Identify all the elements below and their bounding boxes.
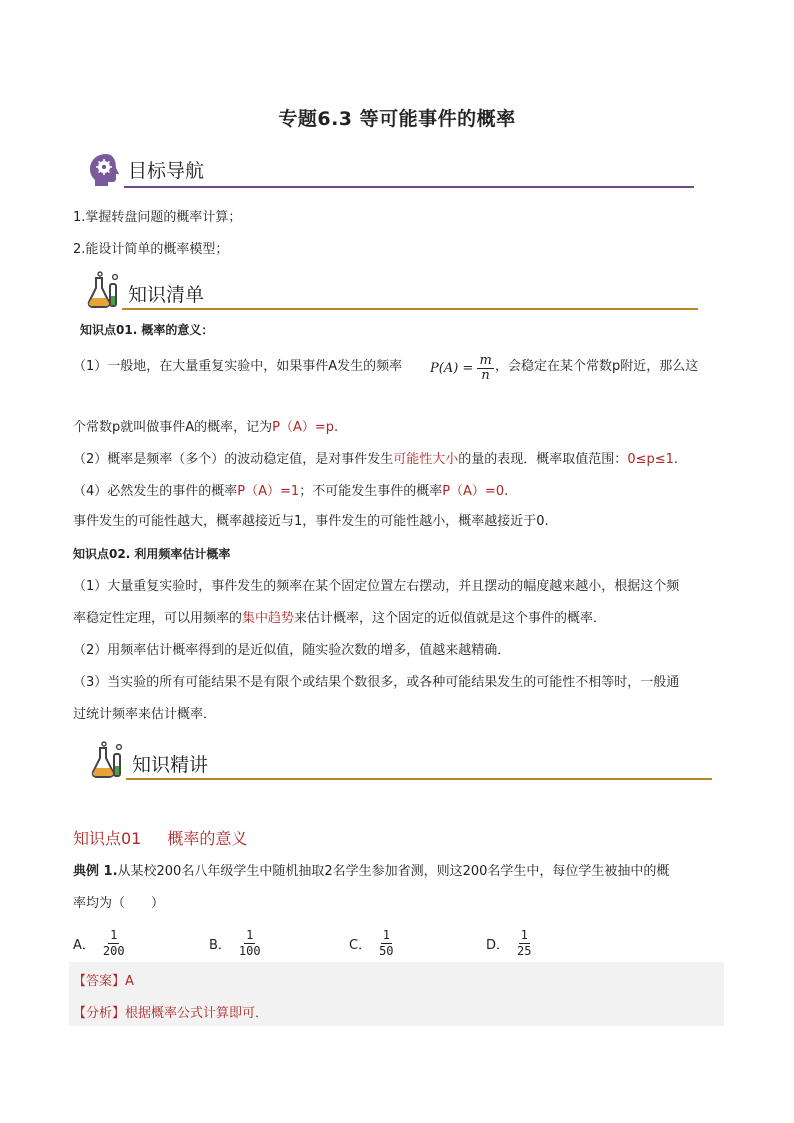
kp2-line-5: 过统计频率来估计概率． (73, 707, 217, 722)
kp1-line-4b: P（A）=1 (237, 484, 300, 499)
frequency-formula (430, 354, 494, 383)
section-heading (73, 826, 273, 849)
kp2-heading: 知识点02. 利用频率估计概率 (73, 547, 231, 561)
example-prefix: 典例 1. (73, 864, 118, 879)
option-d-num: 1 (520, 928, 528, 942)
kp2-line-2 (73, 609, 606, 629)
kp1-heading: 知识点01. 概率的意义： (80, 323, 214, 337)
kp1-line-2c: . (334, 420, 339, 435)
option-b-fraction (237, 928, 263, 959)
goal-banner-label: 目标导航 (128, 160, 205, 182)
option-c-num: 1 (382, 928, 390, 942)
kp2-line-4: （3）当实验的所有可能结果不是有限个或结果个数很多，或各种可能结果发生的可能性不相等时，一般通 (73, 675, 680, 690)
kp1-line-4c: ；不可能发生事件的概率 (299, 484, 443, 499)
knowledge-detail-banner (88, 740, 714, 780)
option-c-fraction (377, 928, 395, 959)
kp1-line-5: 事件发生的可能性越大，概率越接近与1，事件发生的可能性越小，概率越接近于0. (73, 514, 549, 529)
kp1-line-4 (73, 482, 508, 502)
analysis-line (73, 1002, 268, 1021)
analysis-tag: 【分析】 (73, 1006, 126, 1021)
knowledge-list-banner-label: 知识清单 (128, 284, 205, 306)
page-title: 专题6.3 等可能事件的概率 (278, 108, 516, 130)
knowledge-list-banner (84, 270, 698, 310)
answer-tag: 【答案】 (73, 974, 126, 989)
option-d[interactable] (486, 928, 533, 959)
option-a-den: 200 (102, 944, 125, 958)
option-a[interactable] (73, 928, 127, 959)
goal-item-1: 1.掌握转盘问题的概率计算； (73, 210, 242, 225)
kp2-line-3: （2）用频率估计概率得到的是近似值，随实验次数的增多，值越来越精确． (73, 643, 511, 658)
kp1-line-3d: 0≤p≤1 (627, 452, 674, 467)
example-line-1 (73, 862, 669, 882)
option-a-label: A． (73, 938, 95, 953)
flask-icon (84, 270, 124, 310)
kp1-line-3 (73, 450, 678, 470)
knowledge-list-banner-underline (122, 308, 698, 310)
analysis-text: 根据概率公式计算即可． (125, 1006, 269, 1021)
formula-lhs: P(A) = (430, 361, 474, 376)
formula-numerator: m (479, 353, 492, 368)
option-c[interactable] (349, 928, 396, 959)
flask-icon (88, 740, 128, 780)
kp2-line-1: （1）大量重复实验时，事件发生的频率在某个固定位置左右摆动，并且摆动的幅度越来越小，根据这个频 (73, 579, 680, 594)
knowledge-detail-banner-underline (126, 778, 712, 780)
kp2-line-2c: 来估计概率，这个固定的近似值就是这个事件的概率． (294, 611, 607, 626)
kp1-line-3c: 的量的表现．概率取值范围： (458, 452, 628, 467)
option-a-fraction (101, 928, 127, 959)
kp1-line-2 (73, 418, 338, 438)
kp1-line-4a: （4）必然发生的事件的概率 (73, 484, 238, 499)
option-d-den: 25 (517, 944, 532, 958)
answer-value: A (125, 974, 134, 989)
goal-item-2: 2.能设计简单的概率模型； (73, 242, 229, 257)
option-c-label: C． (349, 938, 372, 953)
option-d-fraction (515, 928, 533, 959)
formula-fraction (477, 354, 493, 383)
option-d-label: D． (486, 938, 510, 953)
option-b-den: 100 (238, 944, 261, 958)
goal-banner (86, 150, 694, 190)
kp1-line-1a: （1）一般地，在大量重复实验中，如果事件A发生的频率 (73, 359, 403, 374)
kp1-line-3a: （2）概率是频率（多个）的波动稳定值，是对事件发生 (73, 452, 394, 467)
option-c-den: 50 (379, 944, 394, 958)
kp1-line-3b: 可能性大小 (393, 452, 459, 467)
example-line-2: 率均为（ ） (73, 896, 165, 911)
kp2-line-2b: 集中趋势 (242, 611, 295, 626)
kp1-line-2b: P（A）=p (272, 420, 335, 435)
section-number: 知识点01 (73, 829, 142, 848)
example-text-1: 从某校200名八年级学生中随机抽取2名学生参加省测，则这200名学生中，每位学生被抽中的概 (117, 864, 670, 879)
kp2-line-2a: 率稳定性定理，可以用频率的 (73, 611, 243, 626)
kp1-line-4d: P（A）=0 (442, 484, 505, 499)
kp1-line-3e: . (673, 452, 679, 467)
kp1-line-2a: 个常数p就叫做事件A的概率，记为 (73, 420, 273, 435)
brain-head-icon (86, 150, 126, 190)
goal-banner-underline (124, 186, 694, 188)
option-b-num: 1 (246, 928, 254, 942)
option-b[interactable] (209, 928, 263, 959)
formula-denominator: n (481, 368, 490, 383)
kp1-line-1b: ，会稳定在某个常数p附近，那么这 (495, 359, 699, 374)
knowledge-detail-banner-label: 知识精讲 (132, 754, 209, 776)
option-a-num: 1 (110, 928, 118, 942)
section-name: 概率的意义 (167, 829, 248, 848)
kp1-line-4e: . (504, 484, 509, 499)
answer-line (73, 970, 134, 989)
option-b-label: B． (209, 938, 231, 953)
